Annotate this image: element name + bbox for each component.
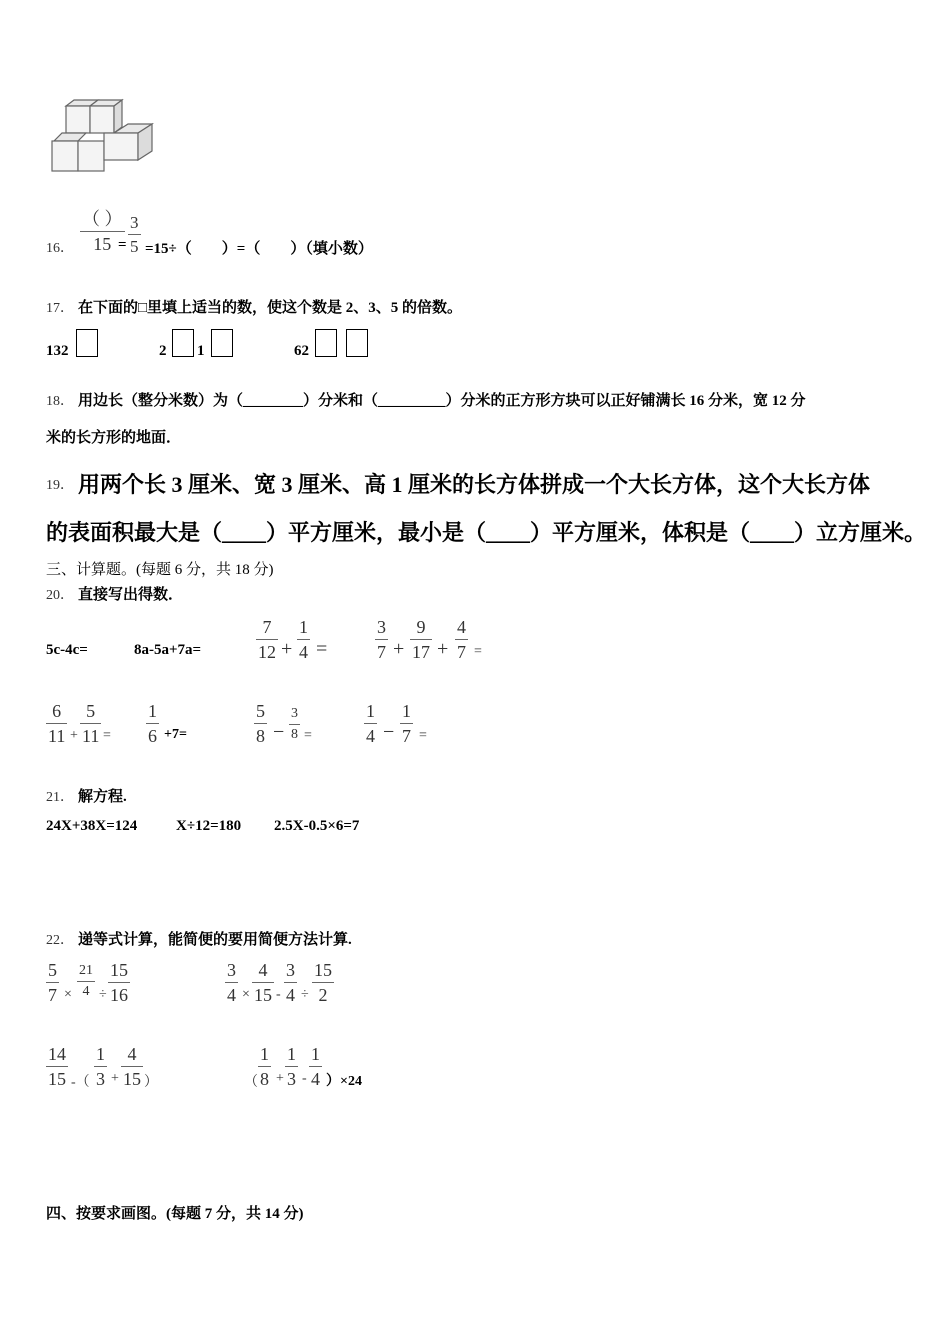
q20-r1-fraction-9-17 xyxy=(410,618,432,661)
q19-line1: 用两个长 3 厘米、宽 3 厘米、高 1 厘米的长方体拼成一个大长方体，这个大长方体 xyxy=(78,472,871,497)
q22-d-open-paren: （ xyxy=(244,1075,258,1090)
q20-r1g1-den: 7 xyxy=(377,642,386,662)
q20-r2-fraction-6-11 xyxy=(46,702,67,745)
q20-r2a1-den: 11 xyxy=(48,726,66,746)
q22-a-fraction-5-7 xyxy=(46,961,59,1004)
q22-text: 递等式计算，能简便的要用简便方法计算. xyxy=(78,932,352,948)
q22-b-fraction-3-4 xyxy=(225,961,238,1004)
q22-a2-num: 21 xyxy=(79,963,93,978)
q22-c-plus: + xyxy=(111,1071,119,1086)
q22-d-rest: ）×24 xyxy=(326,1074,362,1089)
q20-r1g3-den: 7 xyxy=(457,642,466,662)
q21-equation-1: 24X+38X=124 xyxy=(46,818,138,834)
q22-b-fraction-15-2 xyxy=(312,961,334,1004)
q20-r2a2-num: 5 xyxy=(86,701,96,721)
q22-c-fraction-14-15 xyxy=(46,1045,68,1088)
q16-f1-numerator: （ ） xyxy=(82,209,123,229)
q22-d3-num: 1 xyxy=(311,1044,320,1064)
q22-d1-den: 8 xyxy=(260,1069,269,1089)
q20-r2-plus: + xyxy=(70,728,78,743)
q16-equals: = xyxy=(118,237,127,253)
q16-f2-numerator: 3 xyxy=(130,213,139,232)
q20-number: 20． xyxy=(46,588,74,603)
q20-r2a2-den: 11 xyxy=(82,726,100,746)
q22-a1-den: 7 xyxy=(48,985,57,1005)
q20-r1-plus-3: + xyxy=(437,638,449,660)
q16-number: 16． xyxy=(46,241,74,256)
q16-f2-denominator: 5 xyxy=(130,237,139,256)
q17-number-62: 62 xyxy=(294,343,309,359)
q20-r2-fraction-1-7 xyxy=(400,702,413,745)
q22-a3-num: 15 xyxy=(110,960,128,980)
q22-d-fraction-1-8 xyxy=(258,1045,271,1088)
q20-r1-equals: = xyxy=(316,638,328,660)
q20-r2-equals-2: = xyxy=(304,728,312,743)
q20-r2-fraction-5-8 xyxy=(254,702,267,745)
q20-r2-plus7: +7= xyxy=(164,727,187,742)
q22-b-minus: - xyxy=(276,987,281,1002)
q20-r2b1-den: 6 xyxy=(148,726,157,746)
q17-number-132: 132 xyxy=(46,343,69,359)
q20-r2-fraction-1-4 xyxy=(364,702,377,745)
q20-r1-fraction-3-7 xyxy=(375,618,388,661)
section3-title: 三、计算题。(每题 6 分，共 18 分) xyxy=(46,562,274,578)
q22-d3-den: 4 xyxy=(311,1069,320,1089)
q18-line1: 用边长（整分米数）为（________）分米和（_________）分米的正方形方块可以正好铺满长 16 分米，宽 12 分 xyxy=(78,393,806,409)
q22-a-fraction-15-16 xyxy=(108,961,130,1004)
q22-a2-den: 4 xyxy=(82,984,90,999)
q21-equation-3: 2.5X-0.5×6=7 xyxy=(274,818,360,834)
q20-r2d1-num: 1 xyxy=(366,701,375,721)
q16-fraction-3-5 xyxy=(128,214,141,255)
q20-r2-fraction-1-6 xyxy=(146,702,159,745)
q21-text: 解方程. xyxy=(78,789,127,805)
q20-r2b1-num: 1 xyxy=(148,701,157,721)
q20-text: 直接写出得数． xyxy=(78,587,184,603)
q20-r1f2-den: 4 xyxy=(299,642,308,662)
q20-r1f1-den: 12 xyxy=(258,642,276,662)
q22-a-divide: ÷ xyxy=(99,987,107,1002)
q20-r2d1-den: 4 xyxy=(366,726,375,746)
q22-a-fraction-21-4 xyxy=(77,964,95,999)
q17-number-1: 1 xyxy=(197,343,205,359)
q22-b4-den: 2 xyxy=(318,985,328,1005)
q20-r2-minus-2: − xyxy=(383,721,395,743)
q20-r1-fraction-1-4 xyxy=(297,618,310,661)
cube-stack-figure xyxy=(48,96,158,176)
q20-r1-plus-2: + xyxy=(393,638,405,660)
q22-c1-num: 14 xyxy=(48,1044,66,1064)
q17-blank-box-2[interactable] xyxy=(172,329,194,357)
q20-r1-equals-2: = xyxy=(474,644,482,659)
q17-blank-box-5[interactable] xyxy=(346,329,368,357)
q20-r2-fraction-3-8 xyxy=(289,707,300,742)
q20-r2d2-den: 7 xyxy=(402,726,411,746)
q22-b1-num: 3 xyxy=(227,960,236,980)
q20-r2c1-num: 5 xyxy=(256,701,265,721)
q22-d-fraction-1-4 xyxy=(309,1045,322,1088)
q20-r2c1-den: 8 xyxy=(256,726,265,746)
q22-c-fraction-4-15 xyxy=(121,1045,143,1088)
q21-equation-2: X÷12=180 xyxy=(176,818,242,834)
q22-a3-den: 16 xyxy=(110,985,128,1005)
q20-r1g2-den: 17 xyxy=(412,642,430,662)
q19-number: 19． xyxy=(46,478,74,493)
q22-b1-den: 4 xyxy=(227,985,236,1005)
q20-r2-minus: − xyxy=(273,721,285,743)
q20-r2a1-num: 6 xyxy=(52,701,62,721)
q22-c-fraction-1-3 xyxy=(94,1045,107,1088)
q20-r2c2-num: 3 xyxy=(291,706,298,721)
q22-number: 22． xyxy=(46,933,74,948)
q22-c1-den: 15 xyxy=(48,1069,66,1089)
q16-rest: =15÷（ ）=（ ）（填小数） xyxy=(145,241,373,257)
q17-text: 在下面的□里填上适当的数，使这个数是 2、3、5 的倍数。 xyxy=(78,300,463,316)
q22-a-times: × xyxy=(64,987,72,1002)
q22-a1-num: 5 xyxy=(48,960,57,980)
q22-b-divide: ÷ xyxy=(301,987,309,1002)
section4-title: 四、按要求画图。(每题 7 分，共 14 分) xyxy=(46,1206,304,1222)
q20-r2-fraction-5-11 xyxy=(80,702,101,745)
q20-r1f2-num: 1 xyxy=(299,617,308,637)
q22-d-fraction-1-3 xyxy=(285,1045,298,1088)
q20-r2d2-num: 1 xyxy=(402,701,411,721)
q22-b2-num: 4 xyxy=(258,960,268,980)
q22-d-plus: + xyxy=(276,1071,284,1086)
q20-r2c2-den: 8 xyxy=(291,727,298,742)
q19-line2: 的表面积最大是（____）平方厘米，最小是（____）平方厘米，体积是（____）立方厘米。 xyxy=(46,520,927,545)
q22-c-close-paren: ） xyxy=(144,1075,158,1090)
q22-c2-den: 3 xyxy=(96,1069,105,1089)
q22-c2-num: 1 xyxy=(96,1044,105,1064)
q17-blank-box-4[interactable] xyxy=(315,329,337,357)
q22-d1-num: 1 xyxy=(260,1044,269,1064)
q20-r1-plus: + xyxy=(281,638,293,660)
q22-d2-den: 3 xyxy=(287,1069,296,1089)
q20-r1g3-num: 4 xyxy=(457,617,466,637)
q20-r2-equals: = xyxy=(103,728,111,743)
q22-b-fraction-3-4-second xyxy=(284,961,297,1004)
q22-b2-den: 15 xyxy=(254,985,272,1005)
q22-b-times: × xyxy=(242,987,250,1002)
q20-expr-5c-4c: 5c-4c= xyxy=(46,642,88,658)
q22-c3-den: 15 xyxy=(123,1069,141,1089)
q20-expr-8a: 8a-5a+7a= xyxy=(134,642,202,658)
q22-b3-den: 4 xyxy=(286,985,295,1005)
q22-d2-num: 1 xyxy=(287,1044,296,1064)
q20-r1g2-num: 9 xyxy=(416,617,426,637)
q18-number: 18． xyxy=(46,394,74,409)
q22-d-minus: - xyxy=(302,1071,307,1086)
q21-number: 21． xyxy=(46,790,74,805)
q20-r1-fraction-4-7 xyxy=(455,618,468,661)
q22-c-minus-paren: -（ xyxy=(71,1075,90,1090)
q17-number-2: 2 xyxy=(159,343,167,359)
q22-b-fraction-4-15 xyxy=(252,961,274,1004)
q22-c3-num: 4 xyxy=(127,1044,137,1064)
q20-r1f1-num: 7 xyxy=(262,617,272,637)
q17-number: 17． xyxy=(46,301,74,316)
q20-r2-equals-3: = xyxy=(419,728,427,743)
q20-r1-fraction-7-12 xyxy=(256,618,278,661)
q17-blank-box-1[interactable] xyxy=(76,329,98,357)
q22-b3-num: 3 xyxy=(286,960,295,980)
q20-r1g1-num: 3 xyxy=(377,617,386,637)
q18-line2: 米的长方形的地面． xyxy=(46,430,182,446)
q22-b4-num: 15 xyxy=(314,960,332,980)
q17-blank-box-3[interactable] xyxy=(211,329,233,357)
q16-f1-denominator: 15 xyxy=(93,234,112,254)
